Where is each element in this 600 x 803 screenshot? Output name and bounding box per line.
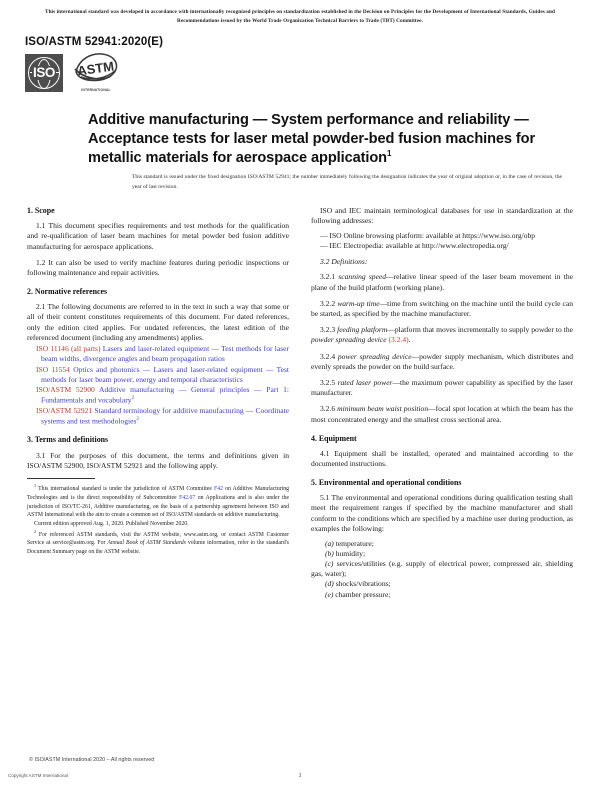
svg-text:ASTM: ASTM <box>76 58 115 79</box>
list-text: humidity; <box>333 548 366 558</box>
footnote-block <box>27 483 289 557</box>
reference-footnote-marker: 2 <box>131 395 135 402</box>
footnote-edition: Current edition approved Aug. 1, 2020. Published November 2020. <box>34 521 189 528</box>
definition-term: rated laser power <box>337 378 393 388</box>
reference-title: Optics and photonics — Lasers and laser-related equipment — Test methods for laser beam power, energy and temporal characteristics <box>41 364 290 384</box>
footnote-divider <box>27 478 95 479</box>
definition-body: —the maximum power capability as specified by the laser manufacturer. <box>311 378 573 398</box>
definition-term: feeding platform <box>337 325 388 335</box>
definition-body: —time from switching on the machine until the build cycle can be started, as specified by the machine manufacturer. <box>311 298 574 318</box>
definition-inline-term: powder spreading device <box>311 335 387 345</box>
definition-number: 3.2.2 <box>320 298 336 308</box>
list-label: (e) <box>325 589 334 599</box>
iso-logo-text: ISO <box>32 65 56 81</box>
reference-designation[interactable]: ISO 11554 <box>36 364 70 374</box>
paragraph-2-1: 2.1 The following documents are referred to in the text in such a way that some or all of their content constitutes requirements of this document. For dated references, only the edition cited applies. For undated references, the latest edition of the referenced document (including any amendments) applies. <box>27 302 289 342</box>
definition-body: —powder supply mechanism, which distributes and evenly spreads the powder on the build surface. <box>311 351 573 371</box>
paragraph-4-1: 4.1 Equipment shall be installed, operated and maintained according to the documented instructions. <box>311 448 573 468</box>
footnote-marker: 1 <box>34 483 37 489</box>
list-item-c <box>311 559 573 579</box>
list-text: shocks/vibrations; <box>333 579 391 589</box>
committee-link-f42[interactable]: F42 <box>214 486 223 493</box>
definition-term: warm-up time <box>337 298 380 308</box>
definition-body: —platform that moves incrementally to supply powder to the <box>387 325 573 335</box>
astm-swoosh-icon <box>74 52 118 83</box>
reference-designation[interactable]: ISO/ASTM 52921 <box>36 405 93 415</box>
list-item-a <box>311 539 573 549</box>
logo-group <box>25 52 118 92</box>
footnote-text: This international standard is under the jurisdiction of ASTM Committee <box>38 486 215 493</box>
definition-3-2-5 <box>311 378 573 398</box>
iso-logo <box>25 54 63 92</box>
definition-term: scanning speed <box>338 272 387 282</box>
standard-designation: ISO/ASTM 52941:2020(E) <box>25 36 164 48</box>
definition-body-tail: . <box>408 335 411 345</box>
list-item[interactable] <box>27 385 289 406</box>
list-text: services/utilities (e.g. supply of electrical power, compressed air, shielding gas, water); <box>311 558 573 579</box>
reference-title: Standard terminology for additive manufacturing — Coordinate systems and test methodologies <box>41 405 289 426</box>
footnote-1 <box>27 483 289 520</box>
footnote-text: volume information, refer to the standard's Document Summary page on the ASTM website. <box>27 540 289 556</box>
list-item-e <box>311 590 573 600</box>
page-title <box>88 111 556 168</box>
footnote-text: on Additive Manufacturing Technologies and is the direct responsibility of Subcommittee <box>27 486 289 501</box>
right-column <box>311 206 573 600</box>
definition-number: 3.2.3 <box>320 325 336 335</box>
list-text: temperature; <box>333 538 374 548</box>
astm-logo-subtext: INTERNATIONAL <box>81 88 111 92</box>
paragraph-5-1: 5.1 The environmental and operational conditions during qualification testing shall meet the requirement ranges if specified by the machine manufacturer and shall conform to the conditions which are specified by a machine user during production, as examples the following: <box>311 493 573 533</box>
left-column <box>27 206 289 600</box>
normative-reference-list <box>27 344 289 427</box>
reference-designation[interactable]: ISO/ASTM 52900 <box>36 384 95 394</box>
copyright-astm-notice: Copyright ASTM International <box>8 773 69 778</box>
list-item[interactable] <box>27 365 289 385</box>
definition-term: minimum beam waist position <box>337 404 429 414</box>
issue-statement: This standard is issued under the fixed designation ISO/ASTM 52941; the number immediately following the designation indicates the year of original adoption or, in the case of revision, the year of last revision. <box>132 174 562 191</box>
definition-3-2-4 <box>311 352 573 372</box>
section-heading-terms-definitions: 3. Terms and definitions <box>27 435 109 445</box>
definition-3-2-1 <box>311 272 573 292</box>
list-item-iec-electropedia[interactable]: — IEC Electropedia: available at http://www.electropedia.org/ <box>320 241 509 251</box>
footnote-marker: 2 <box>34 528 37 534</box>
paragraph-terminological-databases: ISO and IEC maintain terminological databases for use in standardization at the following addresses: <box>311 206 573 226</box>
definitions-heading-text: 3.2 Definitions: <box>320 257 368 267</box>
definition-3-2-2 <box>311 299 573 319</box>
body-columns <box>27 206 573 600</box>
reference-title: Lasers and laser-related equipment — Test methods for laser beam widths, divergence angles and beam propagation ratios <box>41 344 289 364</box>
section-heading-scope: 1. Scope <box>27 206 55 215</box>
definitions-heading <box>311 257 573 267</box>
definition-3-2-6 <box>311 404 573 424</box>
list-label: (d) <box>325 579 334 589</box>
definition-body: —relative linear speed of the laser beam movement in the plane of the build platform (working plane). <box>311 272 573 292</box>
list-item-b <box>311 549 573 559</box>
page-title-text: Additive manufacturing — System performance and reliability — Acceptance tests for laser metal powder-bed fusion machines for metallic materials for aerospace application <box>88 111 536 166</box>
page-number: 1 <box>298 772 302 779</box>
definition-body: —focal spot location at which the beam has the most concentrated energy and the smallest cross sectional area. <box>311 404 573 424</box>
reference-footnote-marker: 2 <box>136 416 139 423</box>
cross-reference-link[interactable]: (3.2.4) <box>388 335 409 345</box>
list-label: (c) <box>325 558 334 568</box>
tbt-header-note: This international standard was developed in accordance with internationally recognized principles on standardization established in the Decision on Principles for the Development of International Standards, Guides and Recommendations issued by the World Trade Organization Technical Barriers to Trade (TBT) Committee. <box>45 9 555 24</box>
astm-logo <box>74 52 118 92</box>
paragraph-1-1: 1.1 This document specifies requirements and test methods for the qualification and re-qualification of laser beam machines for metal powder bed fusion additive manufacturing for aerospace applications. <box>27 221 289 251</box>
footnote-italic-title: Annual Book of ASTM Standards <box>107 540 186 547</box>
subcommittee-link-f4207[interactable]: F42.07 <box>179 494 196 501</box>
list-item-iso-obp[interactable]: — ISO Online browsing platform: available at https://www.iso.org/obp <box>320 231 536 241</box>
footnote-text: For referenced ASTM standards, visit the ASTM website, www.astm.org, or contact ASTM Customer Service at service@astm.org. For <box>27 531 290 547</box>
paragraph-1-2: 1.2 It can also be used to verify machine features during periodic inspections or following maintenance and repair activities. <box>27 257 289 278</box>
definition-number: 3.2.4 <box>320 351 336 361</box>
definition-3-2-3 <box>311 325 573 345</box>
definition-term: power spreading device <box>337 351 412 361</box>
list-item[interactable] <box>27 406 289 427</box>
list-label: (a) <box>325 538 334 548</box>
definition-number: 3.2.1 <box>320 272 336 282</box>
section-heading-equipment: 4. Equipment <box>311 433 357 443</box>
footnote-2 <box>27 529 289 557</box>
footnote-text: on Applications and is also under the jurisdiction of ISO/TC-261, Additive manufacturing, on the basis of a partnership agreement between ISO and ASTM International with the aim to create a common set of ISO/ASTM standards on additive manufacturing. <box>27 494 289 519</box>
definition-number: 3.2.5 <box>320 378 336 388</box>
section-heading-environmental-conditions: 5. Environmental and operational conditions <box>311 477 462 487</box>
reference-title: Additive manufacturing — General principles — Part 1: Fundamentals and vocabulary <box>41 384 289 405</box>
list-label: (b) <box>325 548 334 558</box>
definition-number: 3.2.6 <box>320 404 336 414</box>
copyright-notice: © ISO/ASTM International 2020 – All rights reserved <box>29 757 155 763</box>
section-heading-normative-references: 2. Normative references <box>27 286 108 296</box>
list-text: chamber pressure; <box>333 589 391 599</box>
reference-designation[interactable]: ISO 11146 (all parts) <box>36 344 101 354</box>
list-item[interactable] <box>27 344 289 364</box>
title-footnote-marker: 1 <box>386 148 392 158</box>
paragraph-3-1: 3.1 For the purposes of this document, the terms and definitions given in ISO/ASTM 52900, ISO/ASTM 52921 and the following apply. <box>27 450 289 470</box>
list-item-d <box>311 579 573 589</box>
